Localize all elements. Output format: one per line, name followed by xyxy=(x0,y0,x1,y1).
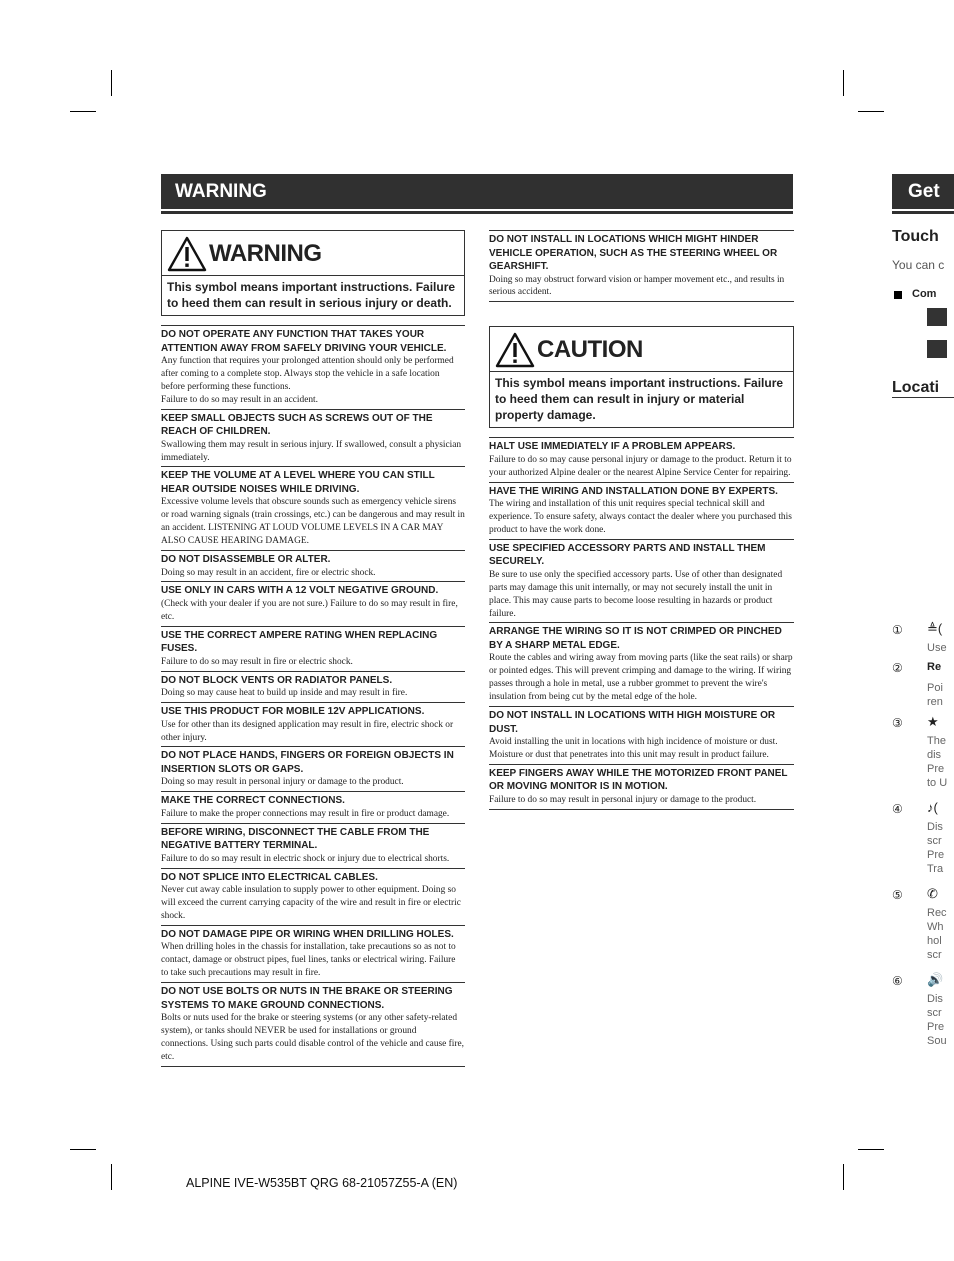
crop-mark xyxy=(858,1149,884,1150)
item-body: Swallowing them may result in serious injury. If swallowed, consult a physician immediately. xyxy=(161,439,462,463)
caution-item xyxy=(489,622,794,706)
item-body: Bolts or nuts used for the brake or steering systems (or any other safety-related system), or tanks should NEVER be used for installations or ground connections. Using such parts could disable control of the vehicle and cause fire, etc. xyxy=(161,1013,465,1062)
warning-item xyxy=(161,671,465,702)
crop-mark xyxy=(843,70,844,96)
item-heading: KEEP FINGERS AWAY WHILE THE MOTORIZED FRONT PANEL OR MOVING MONITOR IS IN MOTION. xyxy=(489,767,788,793)
column-end-rule xyxy=(489,809,794,810)
item-body: Failure to make the proper connections may result in fire or product damage. xyxy=(161,808,450,819)
side-subtext: hol xyxy=(927,935,942,947)
crop-mark xyxy=(70,111,96,112)
item-heading: KEEP THE VOLUME AT A LEVEL WHERE YOU CAN STILL HEAR OUTSIDE NOISES WHILE DRIVING. xyxy=(161,470,435,495)
side-bullet-text: Com xyxy=(912,288,937,300)
side-heading: Locati xyxy=(892,379,940,396)
caution-item xyxy=(489,437,794,481)
warning-item xyxy=(161,791,465,822)
warning-item xyxy=(161,626,465,671)
item-heading: HALT USE IMMEDIATELY IF A PROBLEM APPEARS. xyxy=(489,441,736,453)
item-heading: USE SPECIFIED ACCESSORY PARTS AND INSTALL THEM SECURELY. xyxy=(489,542,766,568)
phone-icon: ✆ xyxy=(927,886,938,901)
side-rule-thin xyxy=(892,397,954,398)
item-heading: BEFORE WIRING, DISCONNECT THE CABLE FROM THE NEGATIVE BATTERY TERMINAL. xyxy=(161,826,430,852)
bullet-square xyxy=(894,291,902,299)
side-label: Re xyxy=(927,661,942,673)
item-heading: HAVE THE WIRING AND INSTALLATION DONE BY EXPERTS. xyxy=(489,485,778,497)
caution-symbol-box xyxy=(489,326,794,428)
item-body: Avoid installing the unit in locations with high incidence of moisture or dust. Moisture or dust that penetrates into this unit may result in product failure. xyxy=(489,737,778,760)
item-body: Excessive volume levels that obscure sounds such as emergency vehicle sirens or road warning signals (train crossings, etc.) can be dangerous and may result in an accident. LISTENING AT LOUD VOLUME LEVELS IN A CAR MAY ALSO CAUSE HEARING DAMAGE. xyxy=(161,497,465,547)
button-graphic xyxy=(927,340,947,358)
section-banner: WARNING xyxy=(161,174,793,209)
warning-item xyxy=(161,325,465,409)
warning-triangle-icon xyxy=(167,236,207,272)
crop-mark xyxy=(858,111,884,112)
item-body: Use for other than its designed application may result in fire, electric shock or other injury. xyxy=(161,719,454,743)
warning-item xyxy=(161,925,465,982)
side-banner: Get xyxy=(892,174,954,209)
warning-header xyxy=(162,231,464,276)
side-subtext: Pre xyxy=(927,763,945,775)
caution-item xyxy=(489,539,794,623)
side-subtext: Tra xyxy=(927,863,944,875)
item-body: Failure to do so may result in electric shock or injury due to electrical shorts. xyxy=(161,853,450,864)
warning-item xyxy=(161,409,465,467)
item-heading: DO NOT INSTALL IN LOCATIONS WITH HIGH MOISTURE OR DUST. xyxy=(489,710,776,735)
left-column xyxy=(161,230,465,1067)
item-body: (Check with your dealer if you are not sure.) Failure to do so may result in fire, etc. xyxy=(161,598,458,622)
item-heading: DO NOT PLACE HANDS, FINGERS OR FOREIGN OBJECTS IN INSERTION SLOTS OR GAPS. xyxy=(161,750,454,775)
warning-item xyxy=(161,581,465,625)
next-page-sliver xyxy=(892,174,954,1064)
side-heading: Touch xyxy=(892,228,939,245)
warning-title: WARNING xyxy=(209,240,322,267)
warning-item xyxy=(161,823,465,868)
side-subtext: to U xyxy=(927,777,948,789)
banner-rule xyxy=(161,211,793,214)
item-heading: DO NOT OPERATE ANY FUNCTION THAT TAKES YOUR ATTENTION AWAY FROM SAFELY DRIVING YOUR VEHICLE. xyxy=(161,329,447,354)
warning-description: This symbol means important instructions. Failure to heed them can result in serious injury or death. xyxy=(167,280,456,310)
side-subtext: Dis xyxy=(927,821,943,833)
item-body: Failure to do so may result in an accident. xyxy=(161,394,318,405)
side-subtext: dis xyxy=(927,749,942,761)
side-subtext: Rec xyxy=(927,907,947,919)
music-note-icon: ♪( xyxy=(927,800,938,815)
caution-triangle-icon xyxy=(495,332,535,368)
item-heading: DO NOT INSTALL IN LOCATIONS WHICH MIGHT HINDER VEHICLE OPERATION, SUCH AS THE STEERING WHEEL OR GEARSHIFT. xyxy=(489,234,778,272)
item-body: Any function that requires your prolonged attention should only be performed after coming to a complete stop. Always stop the vehicle in a safe location before performing these functions. xyxy=(161,356,454,392)
item-heading: DO NOT BLOCK VENTS OR RADIATOR PANELS. xyxy=(161,674,393,686)
side-subtext: Use xyxy=(927,642,947,654)
warning-symbol-box xyxy=(161,230,465,316)
side-subtext: Sou xyxy=(927,1035,947,1047)
callout-number: ② xyxy=(892,661,903,675)
section-end-rule xyxy=(489,301,794,302)
warning-item xyxy=(489,230,794,301)
item-body: The wiring and installation of this unit requires special technical skill and experience. To ensure safety, always contact the dealer where you purchased this product to have the work done. xyxy=(489,499,792,535)
caution-item xyxy=(489,482,794,539)
side-subtext: Poi xyxy=(927,682,943,694)
right-column xyxy=(489,230,794,810)
item-body: Doing so may obstruct forward vision or hamper movement etc., and results in serious accident. xyxy=(489,274,785,298)
crop-mark xyxy=(70,1149,96,1150)
item-body: Doing so may result in personal injury or damage to the product. xyxy=(161,777,404,788)
side-subtext: Pre xyxy=(927,1021,945,1033)
eject-icon: ≜( xyxy=(927,621,943,636)
side-subtext: The xyxy=(927,735,946,747)
side-subtext: scr xyxy=(927,835,942,847)
side-text: You can c xyxy=(892,258,945,272)
caution-item xyxy=(489,706,794,764)
caution-item xyxy=(489,764,794,809)
item-heading: USE THE CORRECT AMPERE RATING WHEN REPLACING FUSES. xyxy=(161,629,438,655)
warning-item xyxy=(161,982,465,1066)
column-end-rule xyxy=(161,1066,465,1067)
side-subtext: scr xyxy=(927,949,942,961)
caution-description: This symbol means important instructions. Failure to heed them can result in injury or material property damage. xyxy=(495,376,784,423)
button-graphic xyxy=(927,308,947,326)
item-heading: DO NOT SPLICE INTO ELECTRICAL CABLES. xyxy=(161,871,378,883)
callout-number: ⑤ xyxy=(892,888,903,902)
side-subtext: scr xyxy=(927,1007,942,1019)
callout-number: ③ xyxy=(892,716,903,730)
star-icon: ★ xyxy=(927,714,939,729)
item-body: Never cut away cable insulation to supply power to other equipment. Doing so will exceed the current carrying capacity of the wire and result in fire or electric shock. xyxy=(161,885,461,921)
side-subtext: Dis xyxy=(927,993,943,1005)
item-body: Doing so may result in an accident, fire or electric shock. xyxy=(161,567,376,578)
item-body: When drilling holes in the chassis for installation, take precautions so as not to contact, damage or obstruct pipes, fuel lines, tanks or electrical wiring. Failure to take such precautions may result in fire. xyxy=(161,942,456,979)
warning-item xyxy=(161,746,465,791)
warning-item xyxy=(161,466,465,550)
item-body: Route the cables and wiring away from moving parts (like the seat rails) or sharp or pointed edges. This will prevent crimping and damage to the wiring. If wiring passes through a hole in metal, use a rubber grommet to prevent the wire's insulation from being cut by the metal edge of the hole. xyxy=(489,653,793,703)
item-heading: USE THIS PRODUCT FOR MOBILE 12V APPLICATIONS. xyxy=(161,706,425,718)
crop-mark xyxy=(843,1164,844,1190)
side-subtext: Wh xyxy=(927,921,944,933)
caution-title: CAUTION xyxy=(537,336,643,364)
item-heading: USE ONLY IN CARS WITH A 12 VOLT NEGATIVE GROUND. xyxy=(161,585,439,597)
callout-number: ① xyxy=(892,623,903,637)
item-heading: DO NOT DAMAGE PIPE OR WIRING WHEN DRILLING HOLES. xyxy=(161,928,454,940)
item-heading: ARRANGE THE WIRING SO IT IS NOT CRIMPED OR PINCHED BY A SHARP METAL EDGE. xyxy=(489,626,782,651)
item-body: Doing so may cause heat to build up inside and may result in fire. xyxy=(161,688,408,699)
side-subtext: Pre xyxy=(927,849,945,861)
item-heading: DO NOT USE BOLTS OR NUTS IN THE BRAKE OR STEERING SYSTEMS TO MAKE GROUND CONNECTIONS. xyxy=(161,986,453,1011)
item-body: Failure to do so may result in fire or electric shock. xyxy=(161,656,353,667)
callout-number: ⑥ xyxy=(892,974,903,988)
caution-header xyxy=(490,327,793,372)
item-heading: DO NOT DISASSEMBLE OR ALTER. xyxy=(161,554,331,566)
side-banner-rule xyxy=(892,211,954,214)
warning-item xyxy=(161,702,465,746)
item-body: Failure to do so may result in personal injury or damage to the product. xyxy=(489,794,757,805)
speaker-icon: 🔊 xyxy=(927,972,944,987)
warning-item xyxy=(161,550,465,581)
document-footer: ALPINE IVE-W535BT QRG 68-21057Z55-A (EN) xyxy=(186,1176,458,1190)
callout-number: ④ xyxy=(892,802,903,816)
item-heading: KEEP SMALL OBJECTS SUCH AS SCREWS OUT OF THE REACH OF CHILDREN. xyxy=(161,412,433,438)
warning-item xyxy=(161,868,465,925)
crop-mark xyxy=(111,1164,112,1190)
item-heading: MAKE THE CORRECT CONNECTIONS. xyxy=(161,795,345,807)
crop-mark xyxy=(111,70,112,96)
item-body: Be sure to use only the specified accessory parts. Use of other than designated parts may damage this unit internally, or may not securely install the unit in place. This may cause parts to become loose resulting in hazards or product failure. xyxy=(489,569,783,619)
item-body: Failure to do so may cause personal injury or damage to the product. Return it to your authorized Alpine dealer or the nearest Alpine Service Center for repairing. xyxy=(489,454,792,478)
side-subtext: ren xyxy=(927,696,943,708)
